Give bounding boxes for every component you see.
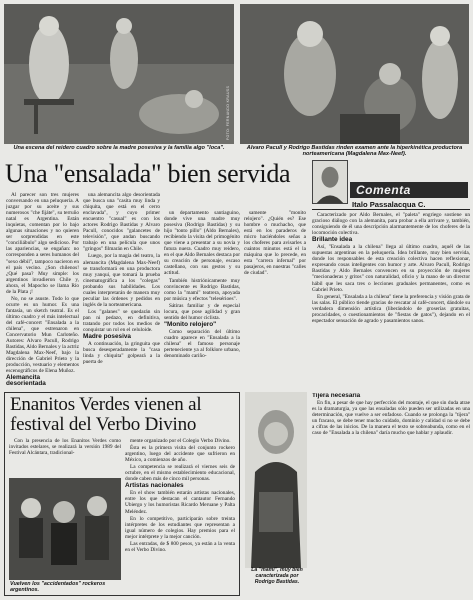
paragraph: La competencia se realizará el viernes seis de octubre, en el mismo establecimiento educacional, donde caben más de cinco mil personas. (125, 464, 235, 483)
article1-col4-cont (312, 393, 470, 595)
article1-col1 (6, 192, 79, 388)
article1-col2 (83, 192, 160, 388)
paragraph: No, no se asuste. Todo lo que ocurre es un humor. Es una fantasía, un sketch teatral. Es el último cuadro y el más intelectual del café-concert "Ensalada a la chilena", que estrenaron en Concervatorio Mun Carloteño. Autores: Alvaro Pacull, Rodrigo Bastidas, Aldo Bernales y la actriz Magdalena Max-Neef, bajo la dirección de Gabriel Prieto y la producción, vestuario y elementos escenográficos de Elena Muñoz. (6, 295, 79, 375)
photo-enanitos-verdes (9, 478, 121, 580)
subheading: Alemancita desorientada (6, 374, 46, 388)
paragraph: Las entradas, de $ 800 pesos, ya están a la venta en el Verbo Divino. (125, 540, 235, 553)
article2-col2 (125, 438, 235, 594)
subheading: Brillante idea (312, 236, 353, 244)
paragraph: Así, "Ensalada a la chilena" llega al último cuadro, aquél de las supuestas argentinas en la peluquería. Idea brillante, muy bien servida, donde los responsables de esta creación colectiva hacen reflexionar, expresando cosas inteligentes con humor y arte. Alvaro Pacull, Rodrigo Bastidas y Aldo Bernales convencen en su proyección de mujeres "mecionaderas y gritos" con naturalidad, oficio y la mano de un director hábil que les saca tres o lecciones graduales permanentes, como es Gabriel Prieto. (312, 244, 470, 293)
subheading: Tijera necesaria (312, 393, 361, 399)
paragraph: un departamento santiaguino, donde vive una madre muy posesiva (Rodrigo Bastidas) y su hijo "tonto pillo" (Aldo Bernales), recibiendo la visita del primogénito que viene a presentar a su novia y futura nuera. Cuadro muy reidero, en el que Aldo Bernales destaca por su creación de personaje, escaso castellano, con sus gestos y su actitud. (164, 210, 240, 277)
paragraph: una alemancita algo desorientada que busca una "casita muy linda y chiquita, que está en el cerro enclavada", y cuyo primer encuentro "casual" es con los actores Rodrigo Bastidas y Alvaro Pacull, conocidos "galancetes de televisión", que andan buscando trabajo en una película que unos "gringos" filmarán en Chile. (83, 192, 160, 253)
paragraph: En fin, a pesar de que hay perfección del montaje, el que sin duda atrae es la dramaturgia, ya que las ensaladas sólo pueden ser utilizadas en una determinación, que vuelve a ser enfadoso. Cuando se prolonga la "tijera" un fracaso, se debe tener mucho cuidado, dominio y calidad si no se debe a cifras de las inicios. De la manera el texto se sobreabunda, como en el caso de "Ensalada a la chilena" daría mucho que hablar y aplaudir. (312, 400, 470, 437)
subheading: Madre posesiva (83, 333, 131, 341)
comenta-label: Comenta (350, 182, 468, 198)
paragraph: En el show también estarán artistas nacionales, entre los que destacan el cantautor Fernando Ubiergo y los humoristas Ricardo Meruane y Palta Meléndez. (125, 490, 235, 515)
article1-col3 (164, 210, 240, 388)
author-portrait (312, 160, 348, 204)
paragraph: Ésta es la primera visita del conjunto rockero argentino, luego del accidente que sufrieron en México, a comienzos de año. (125, 445, 235, 464)
paragraph: Como separación del último cuadro aparece en "Ensalada a la chilena" el famoso personaje perteneciente ya al folklore urbano, denominado cariño- (164, 328, 240, 360)
paragraph: A continuación, la gringuita que busca desesperadamente la "casa linda y chiquita" golpeará a la puerta de (83, 341, 160, 366)
subheading: "Monito relojero" (164, 320, 217, 328)
paragraph: Caracterizado por Aldo Bernales, el "paleta" engriego sostiene un gracioso diálogo con la alemanita, para probar a ella arrivare y, también, consiguiendo de él una descripción alarmantemente de los choferes de la locomoción colectiva. (312, 212, 470, 237)
photo-scene-family (4, 4, 234, 144)
paragraph: Al parecer son tres mujeres conversando en una peluquería. A juzgar por su aceite y sus numerosos "che fijáte", su terruño natal es Argentina. Están inquietas, comentan por lo bajo algunas situaciones y no quieren ser sorprendidas en este "conciliábulo" algo sedicioso. Por las apariencias, se engañan: no corresponden a seres humanos del "sexo débil", tampoco nacieron en el país vecino. ¿Son chilenos! ¿Qué pasa? Muy simple: los argentinos invadieron Chile y, ahora, el Mapocho se llama Río de la Plata ¡! (6, 192, 79, 295)
paragraph: Con la presencia de los Enanitos Verdes como invitados estelares, se realizará la versión 1989 del Festival Alcántara, tradicional- (9, 438, 121, 457)
paragraph: Los "galanes" se quedarán sin pan ni pedazo, en definitiva, tratando por todos los medios de conquistar un rol en el celuloide. (83, 308, 160, 334)
paragraph: samente "monito relojero". ¿Quién es? Ese hombre o muchacho, que está en los paraderos de micro haciéndoles señas a los choferes para avisarles a cuántos minutos está el la máquina que lo precede, en esta "carrera infernal" por pasajeros, en nuestras "calles de ciudad". (244, 210, 306, 277)
caption-actors-exam: Alvaro Pacull y Rodrigo Bastidas rinden examen ante la hiperkinética productora norteamericana (Magdalena Max-Neef). (246, 145, 463, 158)
author-name: Italo Passalacqua C. (352, 200, 426, 209)
headline-ensalada: Una "ensalada" bien servida (5, 159, 291, 188)
caption-scene-family: Una escena del reidero cuadro sobre la madre posesiva y la familia algo "loca". (13, 145, 225, 151)
paragraph: mente organizado por el Colegio Verbo Divino. (130, 438, 231, 444)
article1-col4 (312, 212, 470, 392)
paragraph: En lo competitivo, participarán sobre treinta intérpretes de los estudiantes que representan a igual número de colegios. Hay premios para el mejor intérprete y la mejor canción. (125, 515, 235, 540)
paragraph: Luego, por la magia del teatro, la alemancita (Magdalena Max-Neef) se transformará en una productora muy yanqui, que tomará la prueba cinematográfica a los "colegas" probando sus habilidades. Los cuales interpretarán de manera muy peculiar las órdenes y pedidos en inglés de la norteamericana. (83, 253, 160, 308)
caption-enanitos: Vuelven los "accidentados" rockeros argentinos. (10, 581, 106, 594)
photo-actors-exam (240, 4, 469, 144)
photo-mami (245, 392, 307, 568)
paragraph: Sátiras familiar y de especial locura, que pose agilidad y gran sentido del humor ciclista. (164, 302, 240, 321)
photo-credit: FOTO: FERNANDO KRAUSS (226, 85, 230, 140)
paragraph: También histriónicamente muy convincente es Rodrigo Bastidas, como la "mami" teatrera, apoyada por música y efectos "telesérioes". (164, 277, 240, 302)
subheading: Artistas nacionales (125, 482, 184, 490)
article1-col3b (244, 210, 306, 388)
paragraph: En general, "Ensalada a la chilena" tiene la preferencia y visión grata de las salas. El público tiende gracias de rescatar al café-concert, dándole su verdadera dimensión artística (liberándolo de groserías gratuitas, procacidades, o cuestionamientos de "fiestas de gatos"), dejando en el espectador sensación de agrado y pasamientos sanos. (312, 293, 470, 324)
headline-enanitos: Enanitos Verdes vienen al festival del Verbo Divino (10, 394, 202, 435)
article2-col1 (9, 438, 121, 478)
caption-mami: La "mami", muy bien caracterizada por Rodrigo Bastidas. (251, 567, 303, 585)
divider-line (312, 209, 470, 210)
